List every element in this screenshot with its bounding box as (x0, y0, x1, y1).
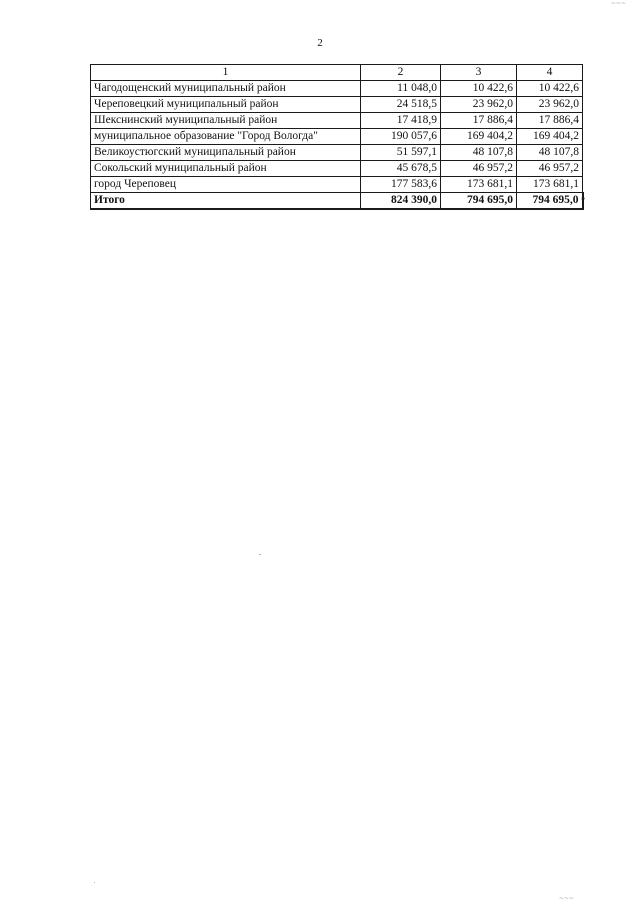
value-col-3: 48 107,8 (441, 145, 517, 161)
value-col-4: 10 422,6 (517, 81, 583, 97)
scan-speck (94, 882, 95, 883)
closing-quote-mark: ” (581, 196, 585, 206)
page-number: 2 (317, 37, 323, 49)
value-col-4: 169 404,2 (517, 129, 583, 145)
table-row (91, 145, 583, 161)
column-header-3: 3 (441, 65, 517, 81)
district-name: город Череповец (91, 177, 361, 193)
value-col-3: 169 404,2 (441, 129, 517, 145)
value-col-2: 190 057,6 (361, 129, 441, 145)
scan-mark-top: ~~~ (610, 0, 626, 7)
district-name: Шекснинский муниципальный район (91, 113, 361, 129)
value-col-2: 177 583,6 (361, 177, 441, 193)
table-row (91, 161, 583, 177)
value-col-2: 11 048,0 (361, 81, 441, 97)
value-col-2: 17 418,9 (361, 113, 441, 129)
budget-table (90, 64, 584, 210)
total-col-2: 824 390,0 (361, 193, 441, 210)
table-row (91, 81, 583, 97)
scan-speck (259, 554, 261, 555)
value-col-3: 46 957,2 (441, 161, 517, 177)
total-label: Итого (91, 193, 361, 210)
table-row (91, 177, 583, 193)
total-row (91, 193, 583, 210)
value-col-3: 17 886,4 (441, 113, 517, 129)
value-col-4: 23 962,0 (517, 97, 583, 113)
table-row (91, 129, 583, 145)
total-col-4: 794 695,0 (517, 193, 583, 210)
value-col-3: 23 962,0 (441, 97, 517, 113)
value-col-4: 48 107,8 (517, 145, 583, 161)
scan-mark-bottom: ~~~ (558, 895, 574, 902)
district-name: Череповецкий муниципальный район (91, 97, 361, 113)
value-col-2: 51 597,1 (361, 145, 441, 161)
district-name: Чагодощенский муниципальный район (91, 81, 361, 97)
table-row (91, 97, 583, 113)
district-name: Великоустюгский муниципальный район (91, 145, 361, 161)
column-header-2: 2 (361, 65, 441, 81)
column-header-1: 1 (91, 65, 361, 81)
table-header-row (91, 65, 583, 81)
column-header-4: 4 (517, 65, 583, 81)
value-col-4: 46 957,2 (517, 161, 583, 177)
value-col-4: 17 886,4 (517, 113, 583, 129)
district-name: Сокольский муниципальный район (91, 161, 361, 177)
value-col-4: 173 681,1 (517, 177, 583, 193)
value-col-3: 173 681,1 (441, 177, 517, 193)
value-col-2: 24 518,5 (361, 97, 441, 113)
total-col-3: 794 695,0 (441, 193, 517, 210)
value-col-3: 10 422,6 (441, 81, 517, 97)
value-col-2: 45 678,5 (361, 161, 441, 177)
district-name: муниципальное образование "Город Вологда" (91, 129, 361, 145)
table-row (91, 113, 583, 129)
